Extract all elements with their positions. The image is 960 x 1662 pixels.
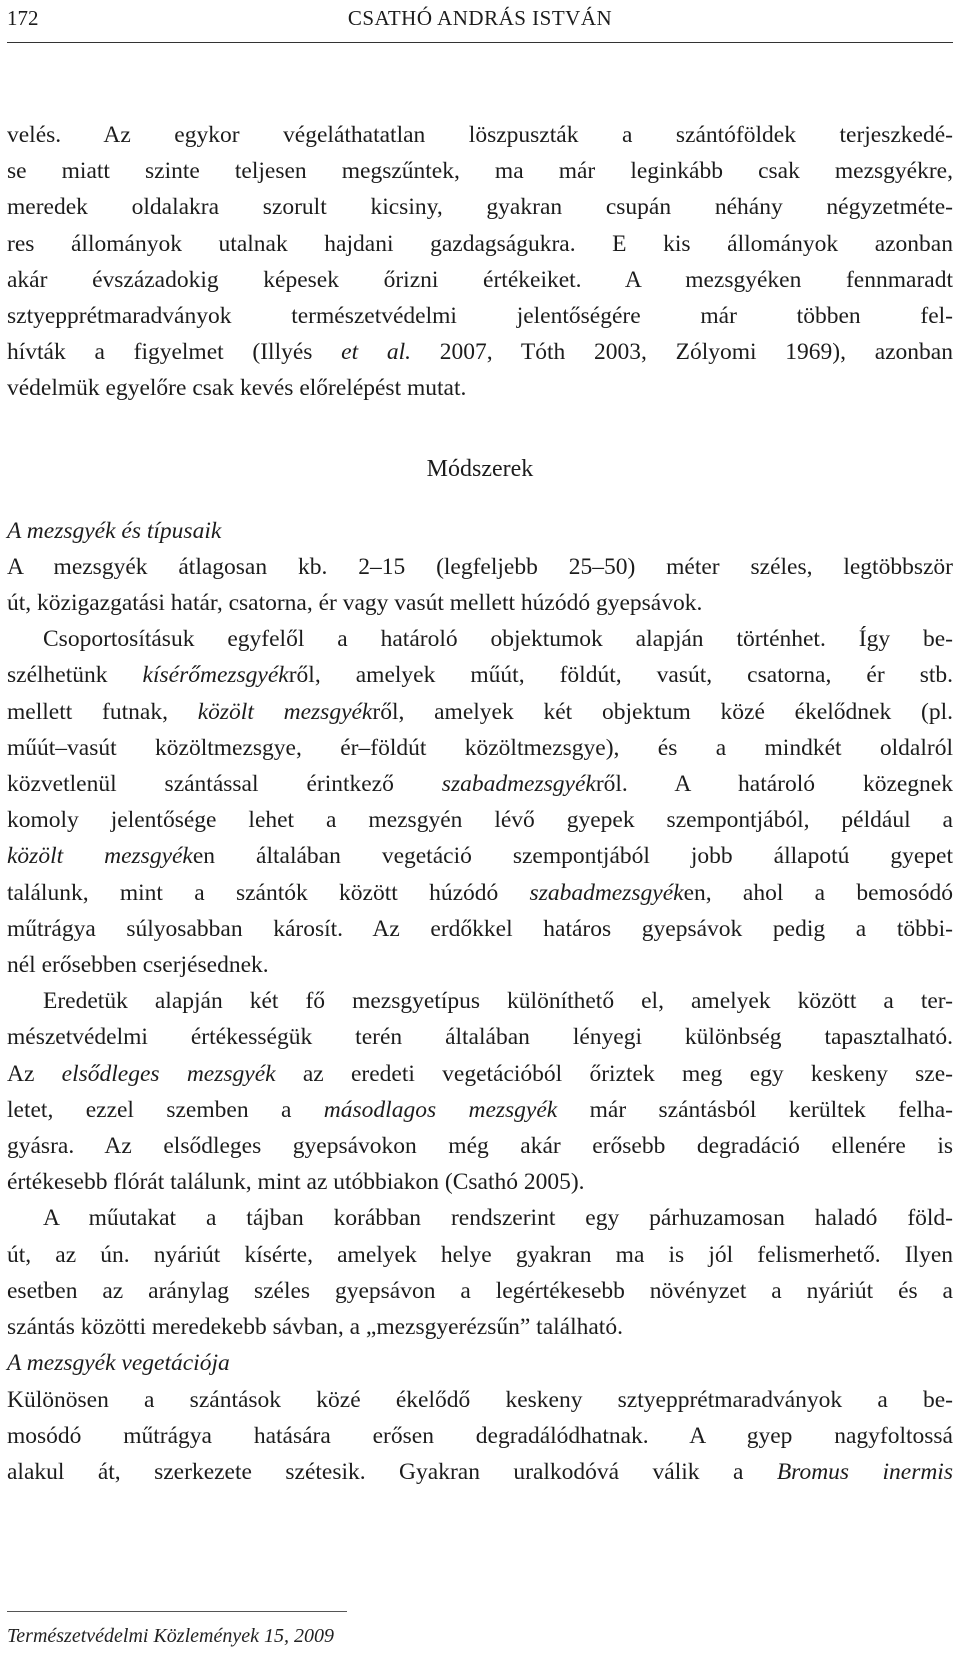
- text-line: letet, ezzel szemben a másodlagos mezsgyék már szántásból kerültek felha -: [7, 1092, 953, 1128]
- header-rule: [7, 42, 953, 43]
- subheading: A mezsgyék vegetációja: [7, 1350, 230, 1377]
- text-line: mellett futnak, közölt mezsgyékről, amelyek két objektum közé ékelődnek (pl.: [7, 698, 953, 725]
- text-line: akár évszázadokig képesek őrizni értékeiket. A mezsgyéken fennmaradt: [7, 266, 953, 293]
- paragraph: [7, 1382, 953, 1491]
- paragraph: [7, 621, 953, 983]
- text-line: Különösen a szántások közé ékelődő keskeny sztyepprétmaradványok a be -: [7, 1382, 953, 1418]
- text-line: velés. Az egykor végeláthatatlan löszpuszták a szántóföldek terjeszkedé -: [7, 117, 953, 153]
- page-header: [7, 6, 953, 32]
- intro-paragraph: [7, 117, 953, 407]
- text-line: meredek oldalakra szorult kicsiny, gyakran csupán néhány négyzetméte -: [7, 189, 953, 225]
- text-line: közvetlenül szántással érintkező szabadmezsgyékről. A határoló közegnek: [7, 771, 953, 798]
- text-line: Az elsődleges mezsgyék az eredeti vegetációból őriztek meg egy keskeny sze -: [7, 1056, 953, 1092]
- section-heading: Módszerek: [426, 455, 534, 482]
- text-line: mosódó műtrágya hatására erősen degradálódhatnak. A gyep nagyfoltossá: [7, 1422, 953, 1449]
- text-line: értékesebb flórát találunk, mint az utóbbiakon (Csathó 2005).: [7, 1169, 585, 1196]
- text-line: út, az ún. nyáriút kísérte, amelyek helye gyakran ma is jól felismerhető. Ilyen: [7, 1241, 953, 1268]
- text-line: műút–vasút közöltmezsgye, ér–földút közöltmezsgye), és a mindkét oldalról: [7, 734, 953, 761]
- text-line: hívták a figyelmet (Illyés et al. 2007, Tóth 2003, Zólyomi 1969), azonban: [7, 339, 953, 366]
- text-line: közölt mezsgyéken általában vegetáció szempontjából jobb állapotú gyepet: [7, 843, 953, 870]
- text-line: védelmük egyelőre csak kevés előrelépést mutat.: [7, 375, 467, 402]
- paragraph: [7, 549, 953, 621]
- text-line: A mezsgyék átlagosan kb. 2–15 (legfeljebb 25–50) méter széles, legtöbbször: [7, 553, 953, 580]
- text-line: nél erősebben cserjésednek.: [7, 952, 269, 979]
- text-line: mészetvédelmi értékességük terén általában lényegi különbség tapasztalható.: [7, 1024, 953, 1051]
- text-line: res állományok utalnak hajdani gazdagságukra. E kis állományok azonban: [7, 230, 953, 257]
- text-line: esetben az aránylag széles gyepsávon a legértékesebb növényzet a nyáriút és a: [7, 1277, 953, 1304]
- text-line: szélhetünk kísérőmezsgyékről, amelyek műút, földút, vasút, csatorna, ér stb.: [7, 662, 953, 689]
- paragraph: [7, 1200, 953, 1345]
- running-title: CSATHÓ ANDRÁS ISTVÁN: [347, 6, 613, 30]
- text-line: komoly jelentősége lehet a mezsgyén lévő gyepek szempontjából, például a: [7, 807, 953, 834]
- text-line: sztyepprétmaradványok természetvédelmi jelentőségére már többen fel -: [7, 298, 953, 334]
- text-line: találunk, mint a szántók között húzódó szabadmezsgyéken, ahol a bemosódó: [7, 879, 953, 906]
- text-line: szántás közötti meredekebb sávban, a „mezsgyerézsűn” található.: [7, 1314, 623, 1341]
- text-line: műtrágya súlyosabban károsít. Az erdőkkel határos gyepsávok pedig a többi -: [7, 911, 953, 947]
- text-line: Csoportosításuk egyfelől a határoló objektumok alapján történhet. Így be -: [7, 621, 953, 657]
- text-line: A műutakat a tájban korábban rendszerint egy párhuzamosan haladó föld -: [7, 1200, 953, 1236]
- text-line: gyásra. Az elsődleges gyepsávokon még akár erősebb degradáció ellenére is: [7, 1133, 953, 1160]
- paragraph: [7, 983, 953, 1200]
- text-line: út, közigazgatási határ, csatorna, ér vagy vasút mellett húzódó gyepsávok.: [7, 590, 703, 617]
- text-line: Eredetük alapján két fő mezsgyetípus különíthető el, amelyek között a ter -: [7, 983, 953, 1019]
- subheading: A mezsgyék és típusaik: [7, 517, 222, 544]
- journal-footer: Természetvédelmi Közlemények 15, 2009: [7, 1625, 334, 1647]
- footer-rule: [7, 1611, 347, 1612]
- article-body: [7, 117, 953, 1490]
- text-line: se miatt szinte teljesen megszűntek, ma már leginkább csak mezsgyékre,: [7, 158, 953, 185]
- text-line: alakul át, szerkezete szétesik. Gyakran uralkodóvá válik a Bromus inermis: [7, 1458, 953, 1485]
- page-number: 172: [7, 6, 39, 30]
